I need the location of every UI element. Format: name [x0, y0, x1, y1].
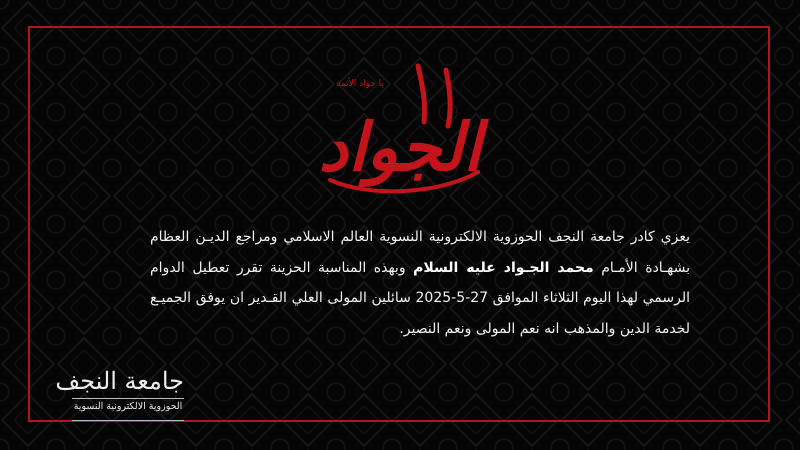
logo-divider	[72, 420, 184, 421]
logo-sub-text: الحوزوية الالكترونية النسوية	[73, 401, 183, 412]
statement-line-2-end: وبهذه المناسبة الحزينة تقرر	[236, 259, 406, 276]
university-logo	[55, 367, 184, 436]
statement-line-3: تعطيل الدوام الرسمي لهذا اليوم الثلاثاء الموافق 27-5-2025 سائلين المولى العلي	[150, 259, 691, 306]
statement-line-1: يعزي كادر جامعة النجف الحوزوية الالكترونية النسوية العالم الاسلامي ومراجع الديـن	[195, 229, 690, 245]
calligraphy-title-text: الجواد	[318, 108, 482, 186]
logo-main-text: جامعة النجف	[55, 367, 184, 395]
calligraphy-small-text: يا جواد الأئمة	[336, 79, 384, 89]
statement-line-4: القـدير ان يوفق الجميـع لخدمة الدين والمذهب انه نعم المولى ونعم النصير.	[150, 290, 690, 337]
imam-name: محمد الجـواد عليه السلام	[413, 259, 594, 276]
logo-divider	[72, 398, 184, 399]
statement-line-2-start: العظام بشهـادة الأمـام	[150, 229, 691, 276]
condolence-statement	[150, 222, 690, 344]
calligraphy-title	[300, 60, 500, 200]
